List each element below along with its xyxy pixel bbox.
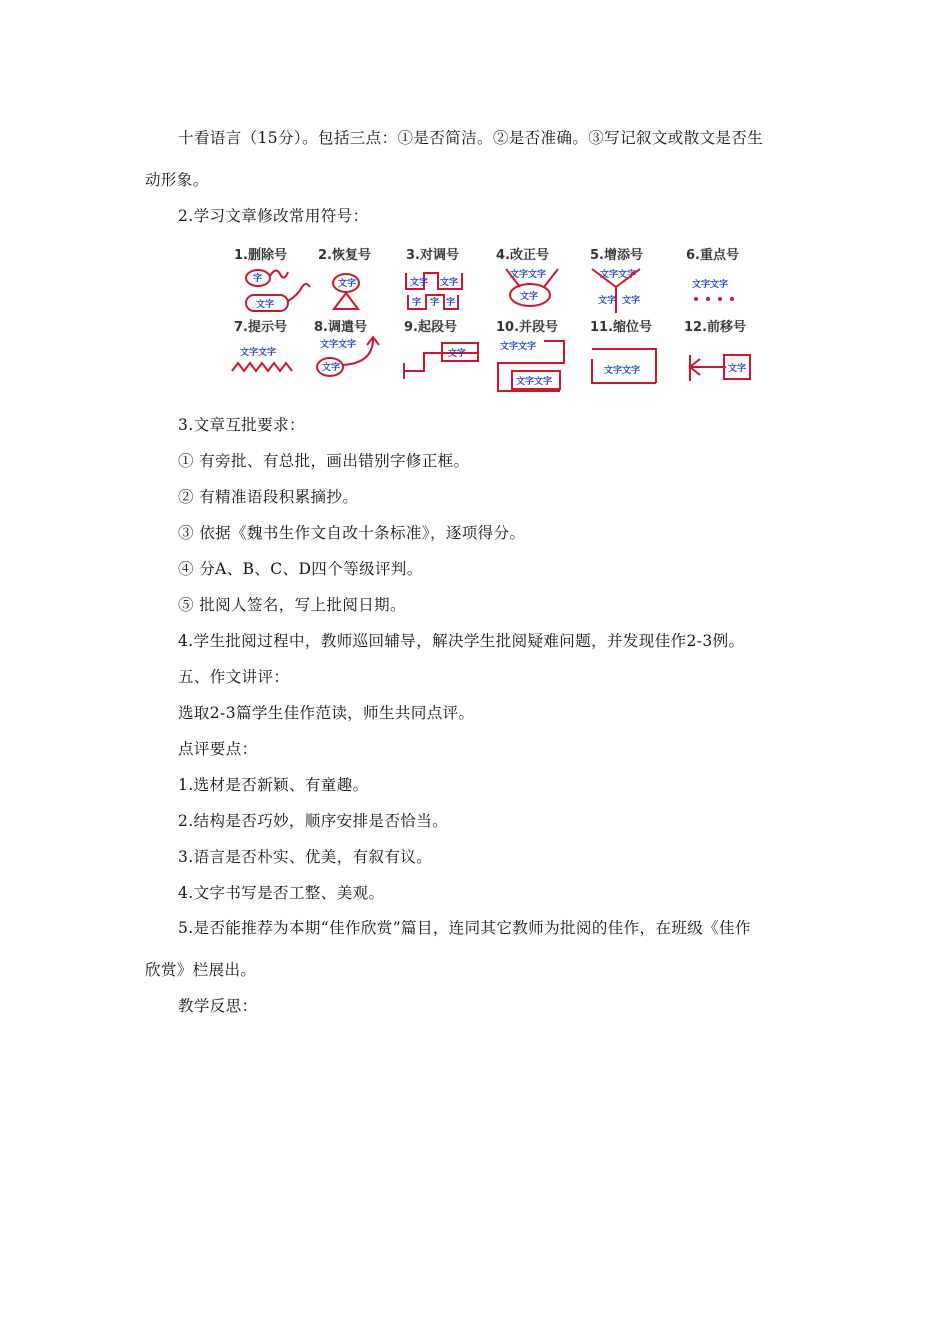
review-point-2: 2.结构是否巧妙，顺序安排是否恰当。 <box>178 812 448 830</box>
review-item-3: ③ 依据《魏书生作文自改十条标准》，逐项得分。 <box>178 524 526 542</box>
symbol-sample-text: 文字文字 <box>320 340 357 350</box>
symbol-sample-text: 文字文字 <box>600 270 637 280</box>
symbol-sample-text: 字 <box>253 274 263 284</box>
symbol-label-hint: 7.提示号 <box>234 320 287 335</box>
symbol-label-delete: 1.删除号 <box>234 248 287 263</box>
paragraph-language-criteria-cont: 动形象。 <box>145 171 209 189</box>
symbol-label-indent: 11.缩位号 <box>590 320 653 335</box>
heading-review-points: 点评要点： <box>178 740 258 758</box>
symbol-sample-text: 文字 <box>410 278 429 288</box>
symbol-sample-text: 文字 <box>520 292 539 302</box>
symbol-sample-text: 文字文字 <box>604 366 641 376</box>
symbol-sample-text: 字 <box>412 298 422 308</box>
review-point-4: 4.文字书写是否工整、美观。 <box>178 884 385 902</box>
symbol-sample-text: 文字文字 <box>516 377 553 387</box>
symbol-sample-text: 文字文字 <box>240 348 277 358</box>
symbol-label-insert: 5.增添号 <box>590 248 643 263</box>
heading-essay-review: 五、作文讲评： <box>178 668 290 686</box>
symbol-sample-text: 文字 <box>322 363 341 373</box>
review-item-1: ① 有旁批、有总批，画出错别字修正框。 <box>178 452 470 470</box>
symbol-label-restore: 2.恢复号 <box>318 248 371 263</box>
heading-revision-symbols: 2.学习文章修改常用符号： <box>178 207 369 225</box>
symbol-sample-text: 文字 <box>728 364 747 374</box>
symbol-label-move: 8.调遣号 <box>314 320 367 335</box>
symbol-sample-text: 文字 <box>598 296 617 306</box>
review-item-5: ⑤ 批阅人签名，写上批阅日期。 <box>178 596 406 614</box>
paragraph-teacher-guidance: 4.学生批阅过程中，教师巡回辅导，解决学生批阅疑难问题，并发现佳作2-3例。 <box>178 632 745 650</box>
symbol-sample-text: 文字 <box>622 296 641 306</box>
symbol-label-emphasis: 6.重点号 <box>686 248 739 263</box>
review-point-5-cont: 欣赏》栏展出。 <box>145 961 257 979</box>
symbol-sample-text: 文字文字 <box>692 280 729 290</box>
symbol-label-merge-paragraph: 10.并段号 <box>496 320 559 335</box>
review-point-5: 5.是否能推荐为本期“佳作欣赏”篇目，连同其它教师为批阅的佳作，在班级《佳作 <box>178 919 751 937</box>
symbol-sample-text: 字 <box>430 298 440 308</box>
symbol-sample-text: 文字 <box>256 300 275 310</box>
symbol-sample-text: 文字文字 <box>500 342 537 352</box>
review-item-4: ④ 分A、B、C、D四个等级评判。 <box>178 560 423 578</box>
symbol-sample-text: 文字 <box>448 349 467 359</box>
heading-teaching-reflection: 教学反思： <box>178 997 258 1015</box>
paragraph-language-criteria: 十看语言（15分）。包括三点：①是否简洁。②是否准确。③写记叙文或散文是否生 <box>178 129 764 147</box>
revision-symbols-figure <box>226 243 760 393</box>
symbol-label-move-forward: 12.前移号 <box>684 320 747 335</box>
symbol-sample-text: 文字 <box>440 278 459 288</box>
symbol-sample-text: 文字 <box>338 279 357 289</box>
review-point-1: 1.选材是否新颖、有童趣。 <box>178 776 369 794</box>
review-point-3: 3.语言是否朴实、优美，有叙有议。 <box>178 848 433 866</box>
symbol-sample-text: 字 <box>446 298 456 308</box>
heading-peer-review: 3.文章互批要求： <box>178 416 305 434</box>
symbol-label-swap: 3.对调号 <box>406 248 459 263</box>
review-item-2: ② 有精准语段积累摘抄。 <box>178 488 359 506</box>
symbol-label-correct: 4.改正号 <box>496 248 549 263</box>
symbol-sample-text: 文字文字 <box>510 270 547 280</box>
paragraph-select-essays: 选取2-3篇学生佳作范读，师生共同点评。 <box>178 704 475 722</box>
symbol-label-new-paragraph: 9.起段号 <box>404 320 457 335</box>
